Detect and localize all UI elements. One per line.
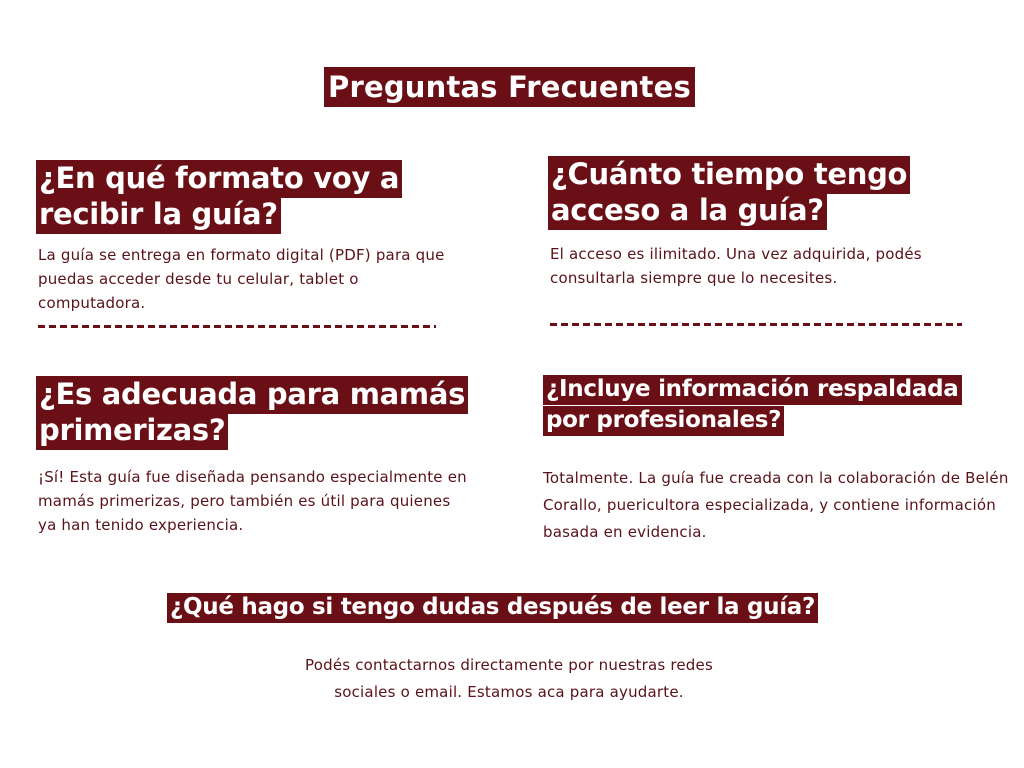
faq-question-format-line-2: recibir la guía? (36, 196, 281, 234)
faq-question-professionals-line-2: por profesionales? (543, 406, 784, 436)
faq-question-access-line-1: ¿Cuánto tiempo tengo (548, 156, 910, 194)
faq-divider-left (38, 325, 436, 328)
page-title: Preguntas Frecuentes (324, 67, 695, 107)
faq-question-first-time-moms-line-2: primerizas? (36, 412, 228, 450)
faq-question-doubts-line-1: ¿Qué hago si tengo dudas después de leer la guía? (167, 593, 818, 623)
faq-answer-professionals: Totalmente. La guía fue creada con la colaboración de Belén Corallo, puericultora especializada, y contiene información basada en evidencia. (543, 469, 1009, 541)
faq-question-professionals (543, 374, 962, 436)
faq-question-format-line-1: ¿En qué formato voy a (36, 160, 402, 198)
faq-question-format (36, 160, 402, 232)
faq-answer-format: La guía se entrega en formato digital (PDF) para que puedas acceder desde tu celular, tablet o computadora. (38, 246, 445, 312)
faq-answer-first-time-moms: ¡Sí! Esta guía fue diseñada pensando especialmente en mamás primerizas, pero también es útil para quienes ya han tenido experiencia. (38, 468, 467, 534)
faq-question-first-time-moms-line-1: ¿Es adecuada para mamás (36, 376, 468, 414)
faq-question-professionals-line-1: ¿Incluye información respaldada (543, 375, 962, 405)
faq-answer-access: El acceso es ilimitado. Una vez adquirida, podés consultarla siempre que lo necesites. (550, 245, 922, 287)
faq-question-access-line-2: acceso a la guía? (548, 192, 827, 230)
faq-question-first-time-moms (36, 376, 468, 448)
faq-answer-doubts: Podés contactarnos directamente por nuestras redes sociales o email. Estamos aca para ayudarte. (305, 656, 713, 701)
faq-divider-right (550, 323, 962, 326)
faq-question-doubts (167, 589, 818, 625)
faq-question-access (548, 156, 910, 228)
